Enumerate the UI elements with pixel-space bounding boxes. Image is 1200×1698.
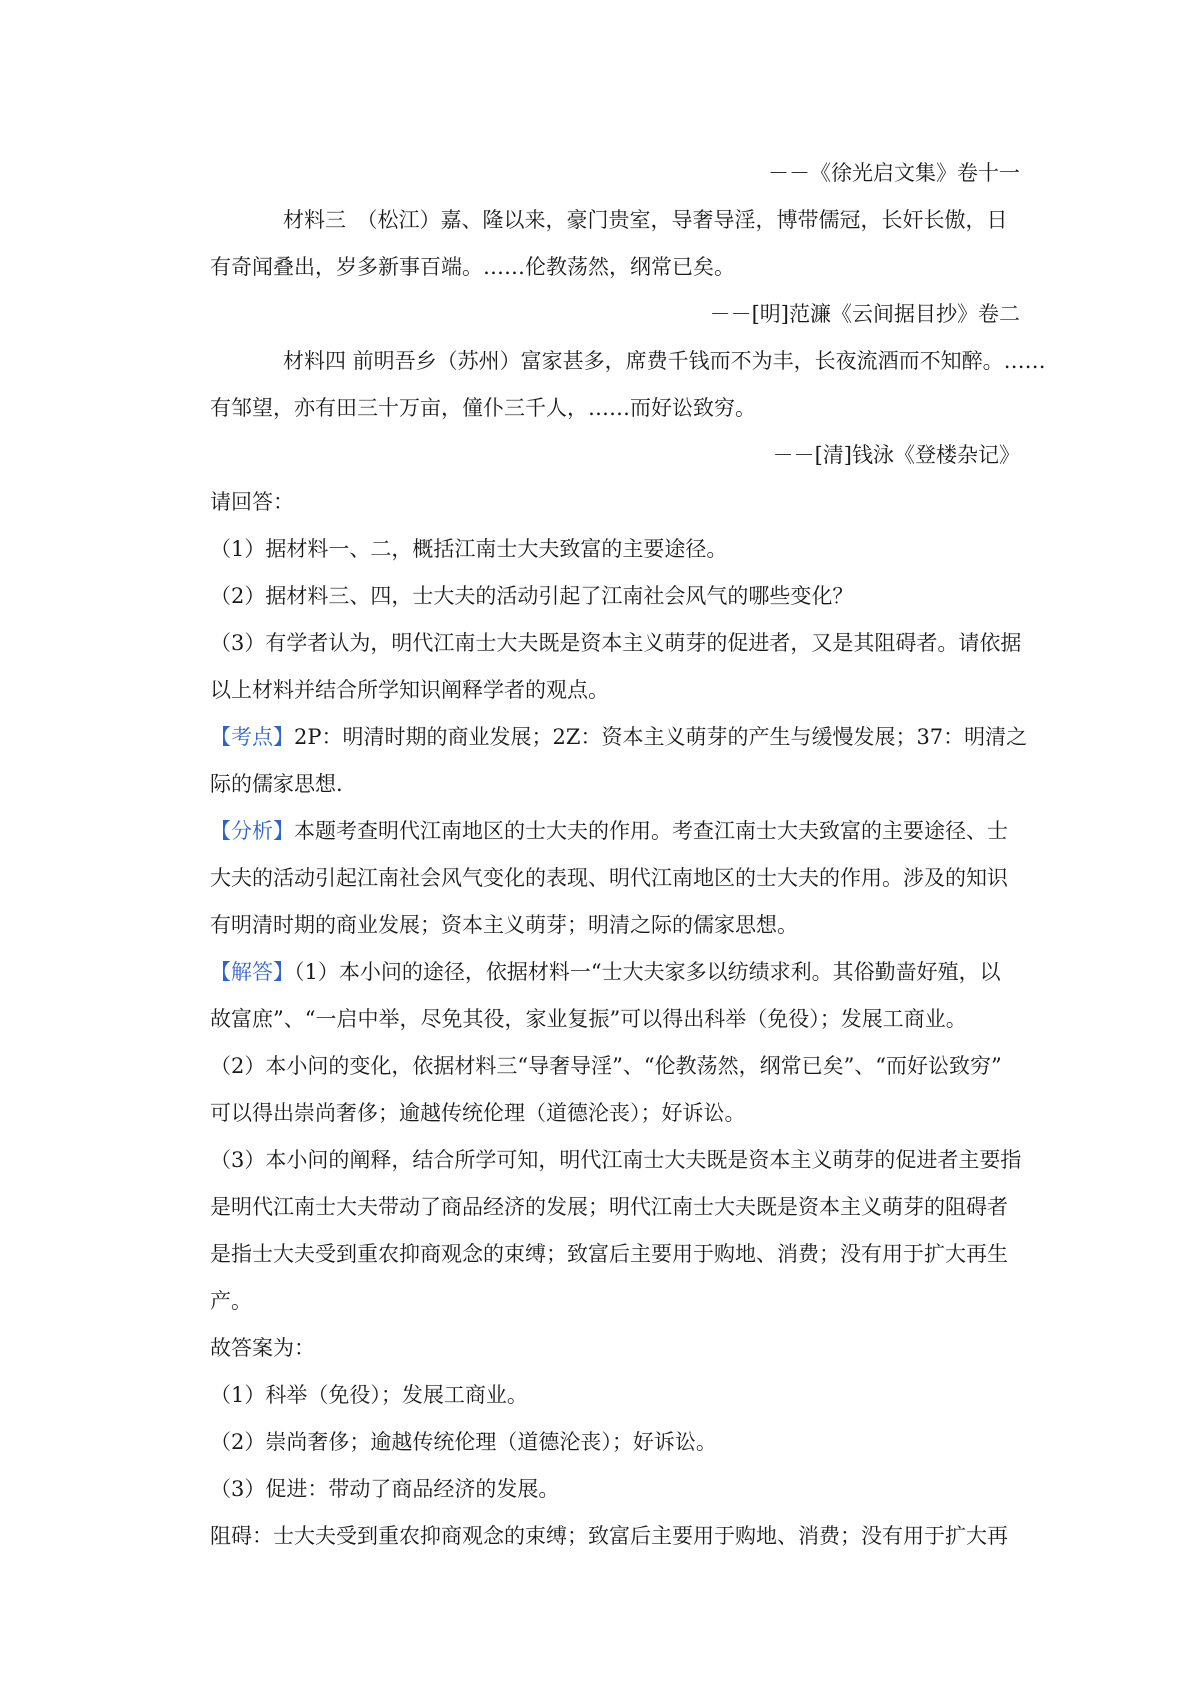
fenxi-text-1: 本题考查明代江南地区的士大夫的作用。考查江南士大夫致富的主要途径、士 (294, 819, 1008, 843)
jieda-tag: 【解答】 (210, 960, 294, 984)
fenxi-line-2: 大夫的活动引起江南社会风气变化的表现、明代江南地区的士大夫的作用。涉及的知识 (210, 866, 1008, 890)
question-2: （2）据材料三、四，士大夫的活动引起了江南社会风气的哪些变化？ (210, 584, 854, 608)
material-4-line-1: 材料四 前明吾乡（苏州）富家甚多，席费千钱而不为丰，长夜流酒而不知醉。…… (283, 349, 1046, 373)
jieda-text-1: （1）本小问的途径，依据材料一“士大夫家多以纺绩求利。其俗勤啬好殖，以 (294, 960, 1001, 984)
document-page (210, 150, 1046, 1560)
jieda-line-7: 是指士大夫受到重农抑商观念的束缚；致富后主要用于购地、消费；没有用于扩大再生 (210, 1242, 1008, 1266)
jieda-line-1 (210, 949, 1020, 996)
jieda-line-6: 是明代江南士大夫带动了商品经济的发展；明代江南士大夫既是资本主义萌芽的阻碍者 (210, 1195, 1008, 1219)
jieda-line-5: （3）本小问的阐释，结合所学可知，明代江南士大夫既是资本主义萌芽的促进者主要指 (210, 1148, 1022, 1172)
question-prompt: 请回答： (210, 490, 294, 514)
question-3-line-2: 以上材料并结合所学知识阐释学者的观点。 (210, 678, 609, 702)
kaodian-line-1 (210, 714, 1028, 761)
jieda-line-3: （2）本小问的变化，依据材料三“导奢导淫”、“伦教荡然，纲常已矣”、“而好讼致穷” (210, 1054, 1002, 1078)
fenxi-line-1 (210, 808, 1020, 855)
material-3-line-2: 有奇闻叠出，岁多新事百端。……伦教荡然，纲常已矣。 (210, 255, 735, 279)
jieda-line-8: 产。 (210, 1289, 252, 1313)
source-line-4: －－[清]钱泳《登楼杂记》 (772, 443, 1020, 467)
question-3-line-1: （3）有学者认为，明代江南士大夫既是资本主义萌芽的促进者，又是其阻碍者。请依据 (210, 631, 1022, 655)
answer-2: （2）崇尚奢侈；逾越传统伦理（道德沦丧）；好诉讼。 (210, 1430, 717, 1454)
material-3-line-1: 材料三 （松江）嘉、隆以来，豪门贵室，导奢导淫，博带儒冠，长奸长傲，日 (283, 208, 1008, 232)
jieda-line-2: 故富庶”、“一启中举，尽免其役，家业复振”可以得出科举（免役）；发展工商业。 (210, 1007, 967, 1031)
answer-1: （1）科举（免役）；发展工商业。 (210, 1383, 528, 1407)
jieda-line-4: 可以得出崇尚奢侈；逾越传统伦理（道德沦丧）；好诉讼。 (210, 1101, 746, 1125)
fenxi-tag: 【分析】 (210, 819, 294, 843)
question-1: （1）据材料一、二，概括江南士大夫致富的主要途径。 (210, 537, 728, 561)
source-line-3: －－[明]范濂《云间据目抄》卷二 (709, 302, 1020, 326)
answer-intro: 故答案为： (210, 1336, 315, 1360)
answer-3: （3）促进：带动了商品经济的发展。 (210, 1477, 560, 1501)
material-4-line-2: 有邹望，亦有田三十万亩，僮仆三千人，……而好讼致穷。 (210, 396, 756, 420)
source-line-1: －－《徐光启文集》卷十一 (768, 161, 1020, 185)
kaodian-line-2: 际的儒家思想. (210, 772, 343, 796)
kaodian-tag: 【考点】 (210, 725, 294, 749)
answer-4: 阻碍：士大夫受到重农抑商观念的束缚；致富后主要用于购地、消费；没有用于扩大再 (210, 1524, 1008, 1548)
kaodian-text-1: 2P：明清时期的商业发展；2Z：资本主义萌芽的产生与缓慢发展；37：明清之 (294, 725, 1028, 749)
fenxi-line-3: 有明清时期的商业发展；资本主义萌芽；明清之际的儒家思想。 (210, 913, 798, 937)
